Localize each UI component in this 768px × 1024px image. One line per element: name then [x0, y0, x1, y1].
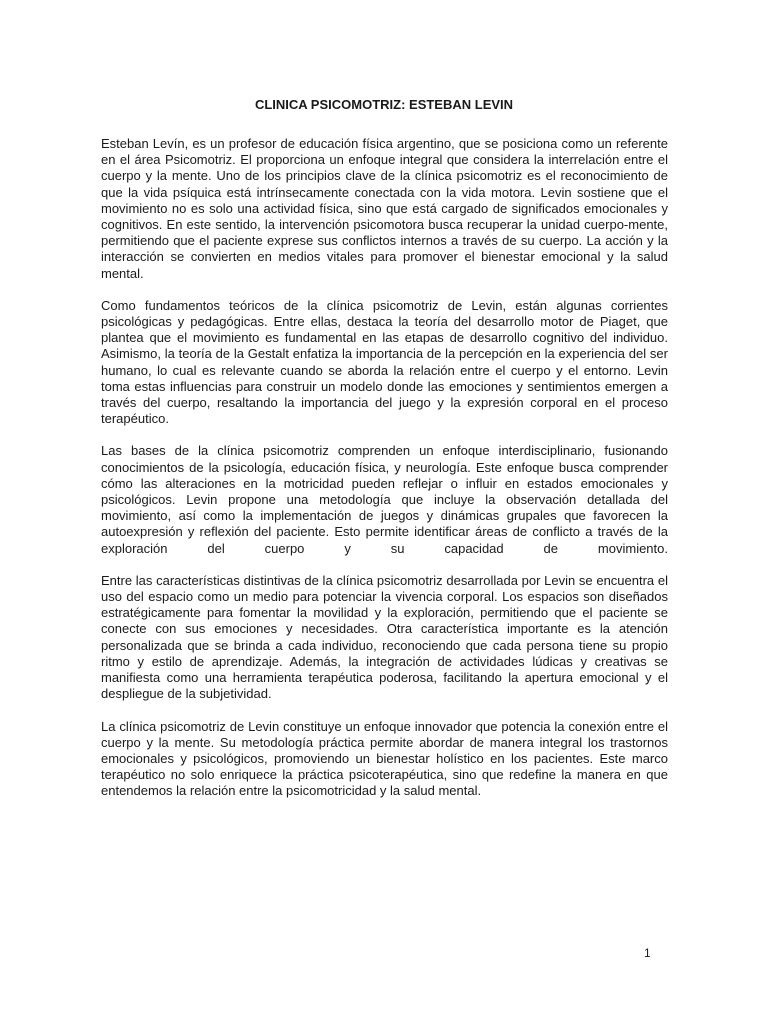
document-body [101, 136, 668, 816]
paragraph-intro: Esteban Levín, es un profesor de educación física argentino, que se posiciona como un referente en el área Psicomotriz. El proporciona un enfoque integral que considera la interrelación entre el cuerpo y la mente. Uno de los principios clave de la clínica psicomotriz es el reconocimiento de que la vida psíquica está intrínsecamente conectada con la vida motora. Levin sostiene que el movimiento no es solo una actividad física, sino que está cargado de significados emocionales y cognitivos. En este sentido, la intervención psicomotora busca recuperar la unidad cuerpo-mente, permitiendo que el paciente exprese sus conflictos internos a través de su cuerpo. La acción y la interacción se convierten en medios vitales para promover el bienestar emocional y la salud mental. [101, 136, 668, 281]
paragraph-bases: Las bases de la clínica psicomotriz comprenden un enfoque interdisciplinario, fusionando conocimientos de la psicología, educación física, y neurología. Este enfoque busca comprender cómo las alteraciones en la motricidad pueden reflejar o influir en estados emocionales y psicológicos. Levin propone una metodología que incluye la observación detallada del movimiento, así como la implementación de juegos y dinámicas grupales que favorecen la autoexpresión y reflexión del paciente. Esto permite identificar áreas de conflicto a través de la exploración del cuerpo y su capacidad de movimiento. [101, 443, 668, 556]
paragraph-characteristics: Entre las características distintivas de la clínica psicomotriz desarrollada por Levin se encuentra el uso del espacio como un medio para potenciar la vivencia corporal. Los espacios son diseñados estratégicamente para fomentar la movilidad y la exploración, permitiendo que el paciente se conecte con sus emociones y necesidades. Otra característica importante es la atención personalizada que se brinda a cada individuo, reconociendo que cada persona tiene su propio ritmo y estilo de aprendizaje. Además, la integración de actividades lúdicas y creativas se manifiesta como una herramienta terapéutica poderosa, facilitando la apertura emocional y el despliegue de la subjetividad. [101, 572, 668, 702]
paragraph-conclusion: La clínica psicomotriz de Levin constituye un enfoque innovador que potencia la conexión entre el cuerpo y la mente. Su metodología práctica permite abordar de manera integral los trastornos emocionales y psicológicos, promoviendo un bienestar holístico en los pacientes. Este marco terapéutico no solo enriquece la práctica psicoterapéutica, sino que redefine la manera en que entendemos la relación entre la psicomotricidad y la salud mental. [101, 718, 668, 799]
page-number: 1 [644, 946, 651, 960]
document-title: CLINICA PSICOMOTRIZ: ESTEBAN LEVIN [254, 97, 514, 112]
paragraph-theoretical-foundations: Como fundamentos teóricos de la clínica psicomotriz de Levin, están algunas corrientes psicológicas y pedagógicas. Entre ellas, destaca la teoría del desarrollo motor de Piaget, que plantea que el movimiento es fundamental en las etapas de desarrollo cognitivo del individuo. Asimismo, la teoría de la Gestalt enfatiza la importancia de la percepción en la experiencia del ser humano, lo cual es relevante cuando se aborda la relación entre el cuerpo y el entorno. Levin toma estas influencias para construir un modelo donde las emociones y sentimientos emergen a través del cuerpo, resaltando la importancia del juego y la expresión corporal en el proceso terapéutico. [101, 297, 668, 427]
